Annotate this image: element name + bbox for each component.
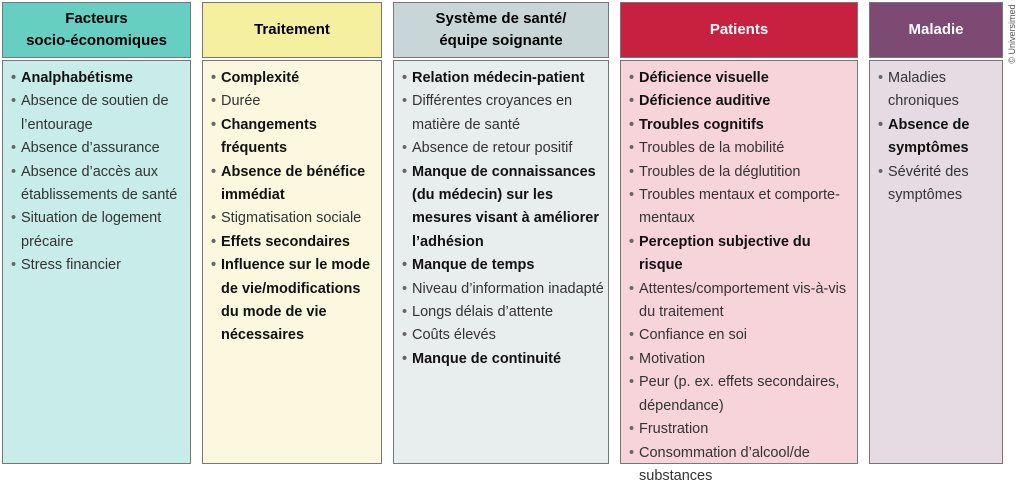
- factor-item: • Situation de logement précaire: [11, 207, 186, 254]
- factor-item: • Manque de connaissances (du médecin) sur les mesures visant à améliorer l’adhésion: [402, 161, 604, 255]
- column-header-patients: [620, 2, 858, 58]
- factor-item: • Niveau d’information inadapté: [402, 278, 604, 301]
- factor-list: [402, 67, 604, 371]
- factor-item: • Manque de temps: [402, 254, 604, 277]
- column-title-line: équipe soignante: [439, 32, 562, 49]
- factor-item: • Relation médecin-patient: [402, 67, 604, 90]
- factor-item: • Analphabétisme: [11, 67, 186, 90]
- factor-item: • Absence de soutien de l’entourage: [11, 90, 186, 137]
- factor-item: • Déficience auditive: [629, 90, 853, 113]
- factor-item: • Troubles de la déglutition: [629, 161, 853, 184]
- factor-item: • Motivation: [629, 348, 853, 371]
- factor-item: • Absence de bénéfice immédiat: [211, 161, 377, 208]
- factor-item: • Effets secondaires: [211, 231, 377, 254]
- factor-item: • Consommation d’alcool/de substances: [629, 442, 853, 488]
- factor-item: • Absence de symptômes: [878, 114, 998, 161]
- factor-item: • Perception subjective du risque: [629, 231, 853, 278]
- factor-list: [211, 67, 377, 348]
- factor-item: • Frustration: [629, 418, 853, 441]
- factor-item: • Stigmatisation sociale: [211, 207, 377, 230]
- factor-list: [11, 67, 186, 278]
- column-socio-economic: [2, 2, 191, 464]
- column-title-line: Système de santé/: [436, 10, 567, 27]
- factor-item: • Absence d’assurance: [11, 137, 186, 160]
- factor-item: • Troubles mentaux et comporte-mentaux: [629, 184, 853, 231]
- factor-item: • Coûts élevés: [402, 324, 604, 347]
- column-body-socio-economic: [2, 60, 191, 464]
- column-header-socio-economic: [2, 2, 191, 58]
- factor-item: • Longs délais d’attente: [402, 301, 604, 324]
- factor-item: • Confiance en soi: [629, 324, 853, 347]
- column-health-system: [393, 2, 609, 464]
- factor-item: • Déficience visuelle: [629, 67, 853, 90]
- column-treatment: [202, 2, 382, 464]
- factor-item: • Absence de retour positif: [402, 137, 604, 160]
- copyright-credit: [1005, 4, 1019, 64]
- factor-item: • Troubles de la mobilité: [629, 137, 853, 160]
- factor-item: • Absence d’accès aux établissements de santé: [11, 161, 186, 208]
- column-header-disease: [869, 2, 1003, 58]
- column-title-line: Patients: [710, 19, 768, 41]
- column-body-patients: [620, 60, 858, 464]
- factor-item: • Changements fréquents: [211, 114, 377, 161]
- factor-item: • Attentes/comportement vis-à-vis du traitement: [629, 278, 853, 325]
- column-body-disease: [869, 60, 1003, 464]
- factor-list: [878, 67, 998, 207]
- factor-item: • Influence sur le mode de vie/modifications du mode de vie nécessaires: [211, 254, 377, 348]
- factor-item: • Peur (p. ex. effets secondaires, dépendance): [629, 371, 853, 418]
- factor-list: [629, 67, 853, 488]
- factor-item: • Manque de continuité: [402, 348, 604, 371]
- column-title-line: Maladie: [908, 19, 963, 41]
- column-disease: [869, 2, 1003, 464]
- column-title-line: socio-économiques: [26, 32, 167, 49]
- column-patients: [620, 2, 858, 464]
- factor-item: • Complexité: [211, 67, 377, 90]
- factor-item: • Troubles cognitifs: [629, 114, 853, 137]
- column-title-line: Traitement: [254, 19, 330, 41]
- credit-text: © Universimed: [1007, 4, 1017, 63]
- column-body-health-system: [393, 60, 609, 464]
- column-title-line: Facteurs: [65, 10, 128, 27]
- factor-item: • Sévérité des symptômes: [878, 161, 998, 208]
- column-body-treatment: [202, 60, 382, 464]
- column-header-health-system: [393, 2, 609, 58]
- factor-item: • Stress financier: [11, 254, 186, 277]
- factor-item: • Différentes croyances en matière de santé: [402, 90, 604, 137]
- factor-item: • Maladies chroniques: [878, 67, 998, 114]
- column-header-treatment: [202, 2, 382, 58]
- factor-item: • Durée: [211, 90, 377, 113]
